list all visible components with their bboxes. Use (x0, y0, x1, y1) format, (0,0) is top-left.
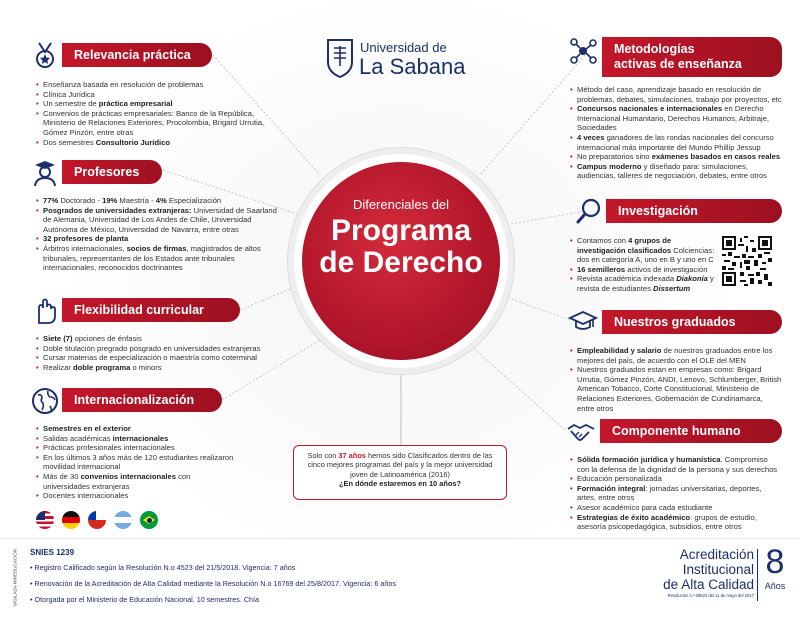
investigacion-header: Investigación (606, 199, 782, 223)
accred-divider (757, 549, 758, 601)
shield-icon (326, 38, 354, 78)
logo-line1: Universidad de (360, 40, 447, 55)
university-logo (326, 38, 476, 82)
accred-resolution: Resolución n.º 09522 del 11 de mayo del 2017 (667, 593, 754, 598)
footer-item: • Renovación de la Acreditación de Alta Calidad mediante la Resolución N.o 16769 del 25/8/2017. Vigencia: 6 años (30, 579, 397, 588)
profesores-header: Profesores (62, 160, 162, 184)
flexibilidad-header: Flexibilidad curricular (62, 298, 240, 322)
metodologias-header (602, 37, 782, 77)
metodologias-title-line2: activas de enseñanza (614, 57, 742, 71)
list-item: • Método del caso, aprendizaje basado en resolución de problemas, debates, simulaciones, trabajo por proyectos, etc (570, 85, 782, 104)
list-item: • Formación integral: jornadas universitarias, deportes, artes, entre otros (570, 484, 782, 503)
list-item: • Doble titulación pregrado posgrado en universidades extranjeras (36, 344, 281, 354)
list-item: • Convenios de prácticas empresariales: Banco de la República, Ministerio de Relaciones Exteriores, Procolombia, Brigard Urrutia, Gómez Pinzón, entre otras (36, 109, 266, 138)
list-item: • Concursos nacionales e internacionales en Derecho Internacional Humanitario, Derechos Humanos, Arbitraje, Sociedades (570, 104, 782, 133)
magnifier-icon (574, 196, 604, 226)
list-item: • En los últimos 3 años más de 120 estudiantes realizaron movilidad internacional (36, 453, 281, 472)
network-icon (568, 36, 598, 66)
list-item: • Docentes internacionales (36, 491, 281, 501)
quote-box: Solo con 37 años hemos sido Clasificados dentro de las cinco mejores programas del país y la mejor universidad joven de Latinoamérica (2016) ¿En dónde estaremos en 10 años? (293, 445, 507, 500)
quote-question: ¿En dónde estaremos en 10 años? (339, 479, 461, 489)
list-item: • Un semestre de práctica empresarial (36, 99, 266, 109)
footer-item: • Otorgada por el Ministerio de Educación Nacional. 10 semestres. Chía (30, 595, 260, 604)
argentina-flag-icon (114, 511, 132, 529)
footer-item: • Registro Calificado según la Resolución N.o 4523 del 21/5/2018. Vigencia: 7 años (30, 563, 296, 572)
accred-years-block (760, 543, 790, 591)
humano-header: Componente humano (600, 419, 782, 443)
investigacion-list (570, 236, 720, 294)
list-item: • Campus moderno y diseñado para: simulaciones, audiencias, talleres de negociación, debates, entre otros (570, 162, 782, 181)
footer (0, 538, 800, 618)
accred-line2: Institucional (682, 562, 754, 577)
snies-code: SNIES 1239 (30, 548, 75, 557)
list-item: • Semestres en el exterior (36, 424, 281, 434)
list-item: • Sólida formación jurídica y humanística. Compromiso con la defensa de la dignidad de la persona y sus derechos (570, 455, 782, 474)
list-item: • Prácticas profesionales internacionales (36, 443, 281, 453)
list-item: • Dos semestres Consultorio Jurídico (36, 138, 266, 148)
list-item: • Revista académica indexada Diakonía y revista de estudiantes Dissertum (570, 274, 720, 293)
brazil-flag-icon (140, 511, 158, 529)
list-item: • Salidas académicas internacionales (36, 434, 281, 444)
accred-line1: Acreditación (679, 547, 754, 562)
center-subtitle: Diferenciales del (352, 197, 450, 212)
vigilada-text: VIGILADA MINEDUCACIÓN (12, 549, 18, 607)
list-item: • Posgrados de universidades extranjeras: Universidad de Saarland de Alemania, Universidad de Los Andes de Chile, Universidad Autónoma de México, Universidad de Navarra, entre otras (36, 206, 281, 235)
center-title-line2: de Derecho (319, 246, 483, 279)
germany-flag-icon (62, 511, 80, 529)
list-item: • Contamos con 4 grupos de investigación clasificados Colciencias: dos en categoría A, uno en B y uno en C (570, 236, 720, 265)
internacionalizacion-header: Internacionalización (62, 388, 222, 412)
accreditation-seal (630, 547, 754, 600)
list-item: • Educación personalizada (570, 474, 782, 484)
medal-icon (30, 40, 60, 70)
list-item: • 77% Doctorado - 19% Maestría - 4% Especialización (36, 196, 281, 206)
qr-code[interactable] (722, 236, 772, 286)
usa-flag-icon (36, 511, 54, 529)
list-item: • Empleabilidad y salario de nuestros graduados entre los mejores del país, de acuerdo con el OLE del MEN (570, 346, 782, 365)
graduados-list (570, 346, 782, 413)
quote-highlight: 37 años (338, 451, 366, 460)
list-item: • Siete (7) opciones de énfasis (36, 334, 281, 344)
center-title-line1: Programa (330, 214, 472, 247)
hand-icon (30, 296, 60, 326)
humano-list (570, 455, 782, 532)
metodologias-list (570, 85, 782, 181)
list-item: • Asesor académico para cada estudiante (570, 503, 782, 513)
list-item: • Árbitros internacionales, socios de firmas, magistrados de altos tribunales, representantes de los Estados ante tribunales internacionales, reconocidos doctrinantes (36, 244, 281, 273)
graduados-header: Nuestros graduados (602, 310, 782, 334)
relevancia-list (36, 80, 266, 147)
list-item: • 16 semilleros activos de investigación (570, 265, 720, 275)
list-item: • 32 profesores de planta (36, 234, 281, 244)
internacionalizacion-list (36, 424, 281, 501)
handshake-icon (566, 417, 596, 447)
graduation-cap-icon (568, 306, 598, 336)
accred-number: 8 (765, 543, 785, 581)
list-item: • Más de 30 convenios internacionales con universidades extranjeras (36, 472, 281, 491)
relevancia-header: Relevancia práctica (62, 43, 212, 67)
globe-icon (30, 386, 60, 416)
vigilada-strip (10, 547, 20, 613)
flexibilidad-list (36, 334, 281, 372)
list-item: • Cursar materias de especialización o maestría como coterminal (36, 353, 281, 363)
accred-years: Años (764, 581, 786, 591)
accred-line3: de Alta Calidad (663, 577, 754, 592)
list-item: • Nuestros graduados estan en empresas como: Brigard Urrutia, Gómez Pinzón, ANDI, Lenovo, Schlumberger, British American Tobacco, Corte Constitucional, Ministerio de Relaciones Exteriores, Gobernación de Cundinamarca, entre otros (570, 365, 782, 413)
list-item: • Realizar doble programa o minors (36, 363, 281, 373)
metodologias-title-line1: Metodologías (614, 42, 695, 56)
list-item: • Clínica Jurídica (36, 90, 266, 100)
chile-flag-icon (88, 511, 106, 529)
logo-line2: La Sabana (359, 54, 466, 79)
list-item: • No preparatorios sino exámenes basados en casos reales (570, 152, 782, 162)
list-item: • Estrategias de éxito académico: grupos de estudio, asesoría psicopedagógica, subsidios, entre otros (570, 513, 782, 532)
profesores-list (36, 196, 281, 273)
qr-code-icon (722, 236, 772, 286)
list-item: • 4 veces ganadores de las rondas nacionales del concurso internacional más importante del Mundo Phillip Jessup (570, 133, 782, 152)
list-item: • Enseñanza basada en resolución de problemas (36, 80, 266, 90)
professor-icon (30, 157, 60, 187)
